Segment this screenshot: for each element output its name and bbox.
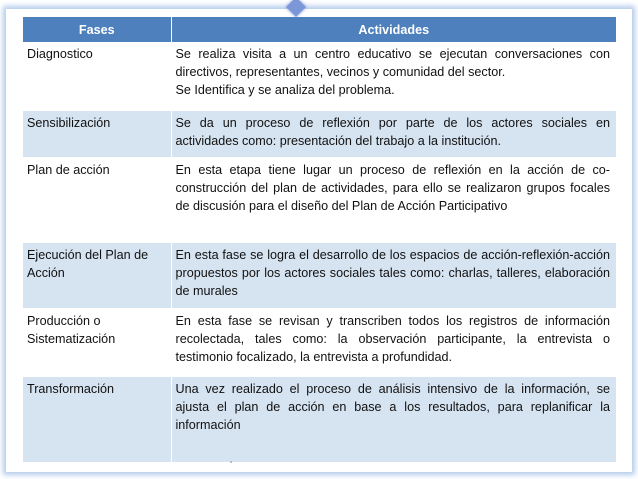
- actividad-cell: Se da un proceso de reflexión por parte de los actores sociales en actividades como: presentación del trabajo a la institución.: [171, 110, 616, 157]
- table-row: [23, 42, 616, 110]
- decorative-dot: [230, 461, 232, 463]
- fase-cell: Transformación: [23, 376, 171, 463]
- header-fases: Fases: [23, 17, 171, 42]
- table-row: [23, 308, 616, 376]
- fase-cell: Diagnostico: [23, 42, 171, 110]
- phases-table: [23, 17, 616, 463]
- fase-cell: Sensibilización: [23, 110, 171, 157]
- fase-cell: Plan de acción: [23, 157, 171, 242]
- table-row: [23, 376, 616, 463]
- fase-cell: Producción o Sistematización: [23, 308, 171, 376]
- table-row: [23, 110, 616, 157]
- table-header-row: [23, 17, 616, 42]
- actividad-cell: Una vez realizado el proceso de análisis intensivo de la información, se ajusta el plan de acción en base a los resultados, para replanificar la información: [171, 376, 616, 463]
- header-actividades: Actividades: [171, 17, 616, 42]
- actividad-cell: Se realiza visita a un centro educativo se ejecutan conversaciones con directivos, representantes, vecinos y comunidad del sector. Se Identifica y se analiza del problema.: [171, 42, 616, 110]
- fase-cell: Ejecución del Plan de Acción: [23, 242, 171, 308]
- actividad-cell: En esta etapa tiene lugar un proceso de reflexión en la acción de co-construcción del plan de actividades, para ello se realizaron grupos focales de discusión para el diseño del Plan de Acción Participativo: [171, 157, 616, 242]
- actividad-cell: En esta fase se logra el desarrollo de los espacios de acción-reflexión-acción propuestos por los actores sociales tales como: charlas, talleres, elaboración de murales: [171, 242, 616, 308]
- table-row: [23, 157, 616, 242]
- actividad-cell: En esta fase se revisan y transcriben todos los registros de información recolectada, tales como: la observación participante, la entrevista o testimonio focalizado, la entrevista a profundidad.: [171, 308, 616, 376]
- table-row: [23, 242, 616, 308]
